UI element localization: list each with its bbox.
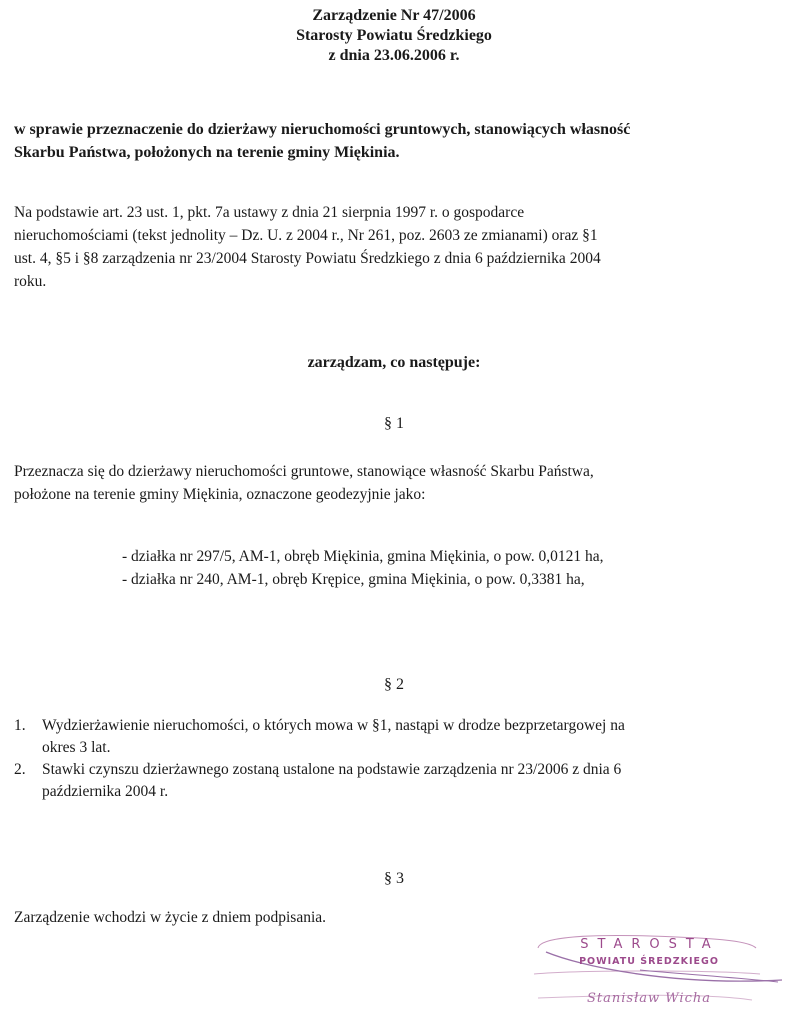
stamp-signature-name: Stanisław Wicha (586, 991, 711, 1006)
list-item-number: 1. (14, 717, 26, 734)
stamp-title: STAROSTA (580, 937, 720, 952)
list-item-line-2: października 2004 r. (42, 783, 169, 800)
plot-list (122, 545, 782, 591)
section-3-heading: § 3 (384, 870, 404, 887)
subject-line-1: w sprawie przeznaczenie do dzierżawy nieruchomości gruntowych, stanowiących własność (14, 121, 631, 138)
section-1-text (14, 460, 774, 506)
subject (14, 118, 774, 164)
document-header (0, 6, 788, 66)
section-2-heading: § 2 (384, 676, 404, 693)
list-item-line-2: okres 3 lat. (42, 739, 111, 756)
section-1-heading: § 1 (384, 415, 404, 432)
subject-line-2: Skarbu Państwa, położonych na terenie gminy Miękinia. (14, 144, 400, 161)
legal-basis-line-3: ust. 4, §5 i §8 zarządzenia nr 23/2004 Starosty Powiatu Średzkiego z dnia 6 października 2004 (14, 250, 601, 267)
decree-phrase: zarządzam, co następuje: (307, 354, 481, 371)
list-item (14, 715, 774, 759)
header-date: z dnia 23.06.2006 r. (328, 47, 460, 64)
legal-basis-line-1: Na podstawie art. 23 ust. 1, pkt. 7a ustawy z dnia 21 sierpnia 1997 r. o gospodarce (14, 204, 525, 221)
header-issuer: Starosty Powiatu Średzkiego (296, 27, 492, 44)
official-stamp (520, 930, 788, 1013)
list-item-line-1: Wydzierżawienie nieruchomości, o których mowa w §1, nastąpi w drodze bezprzetargowej na (42, 717, 625, 734)
section-3-text: Zarządzenie wchodzi w życie z dniem podpisania. (14, 909, 327, 926)
list-item: - działka nr 240, AM-1, obręb Krępice, gmina Miękinia, o pow. 0,3381 ha, (122, 571, 585, 588)
header-title: Zarządzenie Nr 47/2006 (312, 7, 476, 24)
section-2-list (14, 715, 774, 803)
stamp-subtitle: POWIATU ŚREDZKIEGO (579, 956, 719, 967)
list-item-line-1: Stawki czynszu dzierżawnego zostaną ustalone na podstawie zarządzenia nr 23/2006 z dnia 6 (42, 761, 622, 778)
legal-basis-line-4: roku. (14, 273, 47, 290)
section-1-line-2: położone na terenie gminy Miękinia, oznaczone geodezyjnie jako: (14, 486, 426, 503)
list-item: - działka nr 297/5, AM-1, obręb Miękinia, gmina Miękinia, o pow. 0,0121 ha, (122, 548, 604, 565)
section-1-line-1: Przeznacza się do dzierżawy nieruchomości gruntowe, stanowiące własność Skarbu Państwa, (14, 463, 594, 480)
legal-basis (14, 201, 774, 293)
list-item-number: 2. (14, 761, 26, 778)
list-item (14, 759, 774, 803)
legal-basis-line-2: nieruchomościami (tekst jednolity – Dz. U. z 2004 r., Nr 261, poz. 2603 ze zmianami) oraz §1 (14, 227, 598, 244)
